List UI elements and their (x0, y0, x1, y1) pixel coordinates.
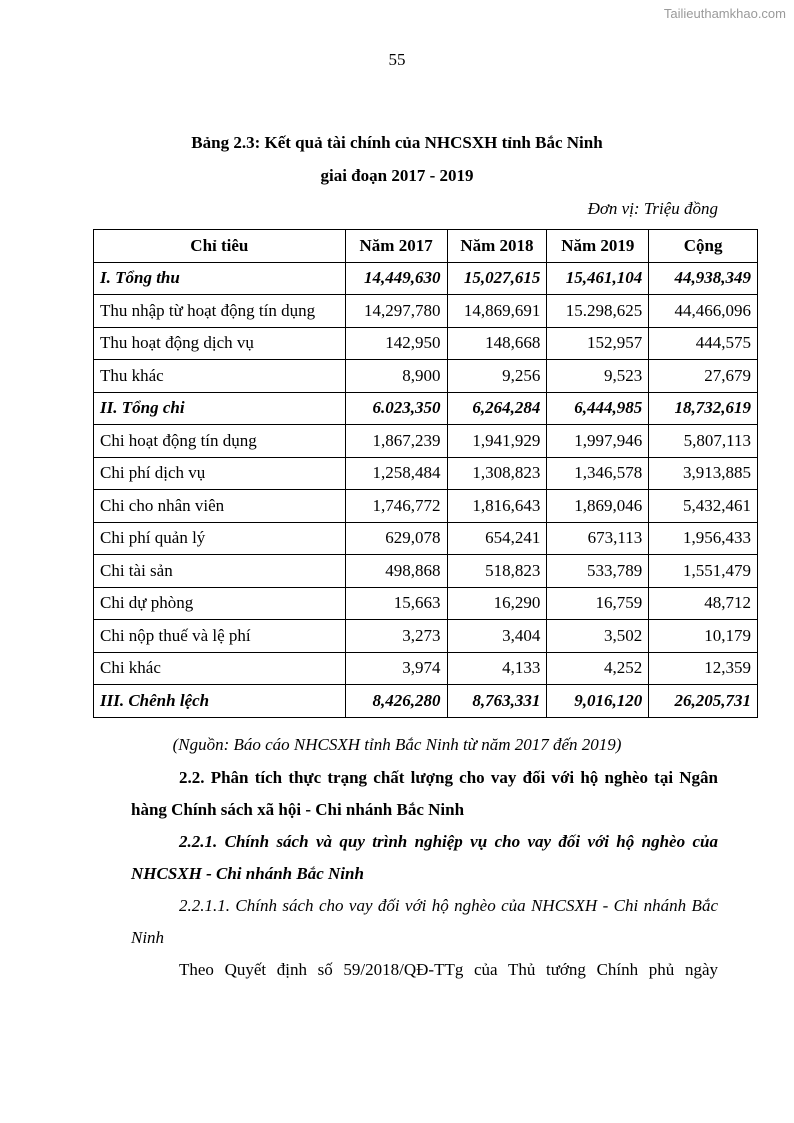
cell-2019: 4,252 (547, 652, 649, 685)
cell-2017: 6.023,350 (345, 392, 447, 425)
table-row (94, 392, 758, 425)
row-label: I. Tổng thu (94, 262, 346, 295)
table-row (94, 360, 758, 393)
cell-total: 18,732,619 (649, 392, 758, 425)
cell-2017: 142,950 (345, 327, 447, 360)
table-row (94, 457, 758, 490)
row-label: Chi phí quản lý (94, 522, 346, 555)
watermark: Tailieuthamkhao.com (663, 6, 786, 21)
row-label: Thu hoạt động dịch vụ (94, 327, 346, 360)
cell-total: 12,359 (649, 652, 758, 685)
cell-2018: 8,763,331 (447, 685, 547, 718)
cell-total: 5,807,113 (649, 425, 758, 458)
cell-2019: 15.298,625 (547, 295, 649, 328)
cell-total: 1,551,479 (649, 555, 758, 588)
cell-2017: 498,868 (345, 555, 447, 588)
section-heading-2-2-text: 2.2. Phân tích thực trạng chất lượng cho vay đối với hộ nghèo tại Ngân hàng Chính sách xã hội - Chi nhánh Bắc Ninh (131, 768, 718, 819)
cell-2019: 1,346,578 (547, 457, 649, 490)
row-label: Chi nộp thuế và lệ phí (94, 620, 346, 653)
cell-2017: 629,078 (345, 522, 447, 555)
header-indicator: Chỉ tiêu (94, 230, 346, 263)
table-row (94, 327, 758, 360)
section-heading-2-2-1-1-text: 2.2.1.1. Chính sách cho vay đối với hộ nghèo của NHCSXH - Chi nhánh Bắc Ninh (131, 896, 718, 947)
row-label: Chi hoạt động tín dụng (94, 425, 346, 458)
cell-2017: 3,974 (345, 652, 447, 685)
section-heading-2-2-1-1 (131, 890, 718, 954)
cell-total: 26,205,731 (649, 685, 758, 718)
cell-2018: 3,404 (447, 620, 547, 653)
cell-2017: 15,663 (345, 587, 447, 620)
row-label: Chi khác (94, 652, 346, 685)
cell-2018: 9,256 (447, 360, 547, 393)
cell-2018: 6,264,284 (447, 392, 547, 425)
cell-2019: 3,502 (547, 620, 649, 653)
cell-2017: 3,273 (345, 620, 447, 653)
cell-2018: 654,241 (447, 522, 547, 555)
row-label: Chi phí dịch vụ (94, 457, 346, 490)
row-label: III. Chênh lệch (94, 685, 346, 718)
table-row (94, 295, 758, 328)
cell-2019: 9,016,120 (547, 685, 649, 718)
table-row (94, 652, 758, 685)
cell-2019: 9,523 (547, 360, 649, 393)
table-row (94, 620, 758, 653)
section-heading-2-2 (131, 762, 718, 826)
cell-2017: 1,258,484 (345, 457, 447, 490)
cell-2018: 148,668 (447, 327, 547, 360)
cell-2017: 8,426,280 (345, 685, 447, 718)
cell-2017: 1,867,239 (345, 425, 447, 458)
section-heading-2-2-1-text: 2.2.1. Chính sách và quy trình nghiệp vụ cho vay đối với hộ nghèo của NHCSXH - Chi nhánh Bắc Ninh (131, 832, 718, 883)
body-paragraph: Theo Quyết định số 59/2018/QĐ-TTg của Thủ tướng Chính phủ ngày (179, 960, 718, 979)
cell-2018: 1,308,823 (447, 457, 547, 490)
header-2017: Năm 2017 (345, 230, 447, 263)
cell-2018: 518,823 (447, 555, 547, 588)
cell-total: 1,956,433 (649, 522, 758, 555)
cell-total: 3,913,885 (649, 457, 758, 490)
cell-2018: 1,941,929 (447, 425, 547, 458)
header-2018: Năm 2018 (447, 230, 547, 263)
cell-2019: 15,461,104 (547, 262, 649, 295)
header-2019: Năm 2019 (547, 230, 649, 263)
cell-2017: 14,297,780 (345, 295, 447, 328)
cell-total: 44,466,096 (649, 295, 758, 328)
unit-label: Đơn vị: Triệu đồng (587, 199, 718, 218)
cell-2018: 1,816,643 (447, 490, 547, 523)
table-row (94, 262, 758, 295)
cell-total: 444,575 (649, 327, 758, 360)
cell-2019: 1,997,946 (547, 425, 649, 458)
table-subtitle: giai đoạn 2017 - 2019 (320, 166, 474, 185)
table-row (94, 490, 758, 523)
page-number: 55 (388, 50, 406, 69)
cell-2019: 533,789 (547, 555, 649, 588)
table-header-row (94, 230, 758, 263)
header-total: Cộng (649, 230, 758, 263)
table-source-note: (Nguồn: Báo cáo NHCSXH tỉnh Bắc Ninh từ năm 2017 đến 2019) (172, 735, 622, 754)
cell-2017: 8,900 (345, 360, 447, 393)
cell-2018: 14,869,691 (447, 295, 547, 328)
cell-2019: 673,113 (547, 522, 649, 555)
cell-2019: 152,957 (547, 327, 649, 360)
table-row (94, 522, 758, 555)
cell-2017: 14,449,630 (345, 262, 447, 295)
cell-2018: 16,290 (447, 587, 547, 620)
cell-total: 10,179 (649, 620, 758, 653)
row-label: Chi cho nhân viên (94, 490, 346, 523)
cell-total: 44,938,349 (649, 262, 758, 295)
cell-2018: 4,133 (447, 652, 547, 685)
cell-2019: 16,759 (547, 587, 649, 620)
row-label: II. Tổng chi (94, 392, 346, 425)
cell-total: 27,679 (649, 360, 758, 393)
cell-2019: 1,869,046 (547, 490, 649, 523)
row-label: Thu khác (94, 360, 346, 393)
table-row (94, 685, 758, 718)
table-row (94, 425, 758, 458)
section-heading-2-2-1 (131, 826, 718, 890)
cell-total: 5,432,461 (649, 490, 758, 523)
cell-2019: 6,444,985 (547, 392, 649, 425)
table-title: Bảng 2.3: Kết quả tài chính của NHCSXH tỉnh Bắc Ninh (191, 133, 603, 152)
table-row (94, 555, 758, 588)
cell-total: 48,712 (649, 587, 758, 620)
financial-results-table (93, 229, 758, 718)
table-row (94, 587, 758, 620)
row-label: Thu nhập từ hoạt động tín dụng (94, 295, 346, 328)
cell-2018: 15,027,615 (447, 262, 547, 295)
row-label: Chi tài sản (94, 555, 346, 588)
row-label: Chi dự phòng (94, 587, 346, 620)
cell-2017: 1,746,772 (345, 490, 447, 523)
